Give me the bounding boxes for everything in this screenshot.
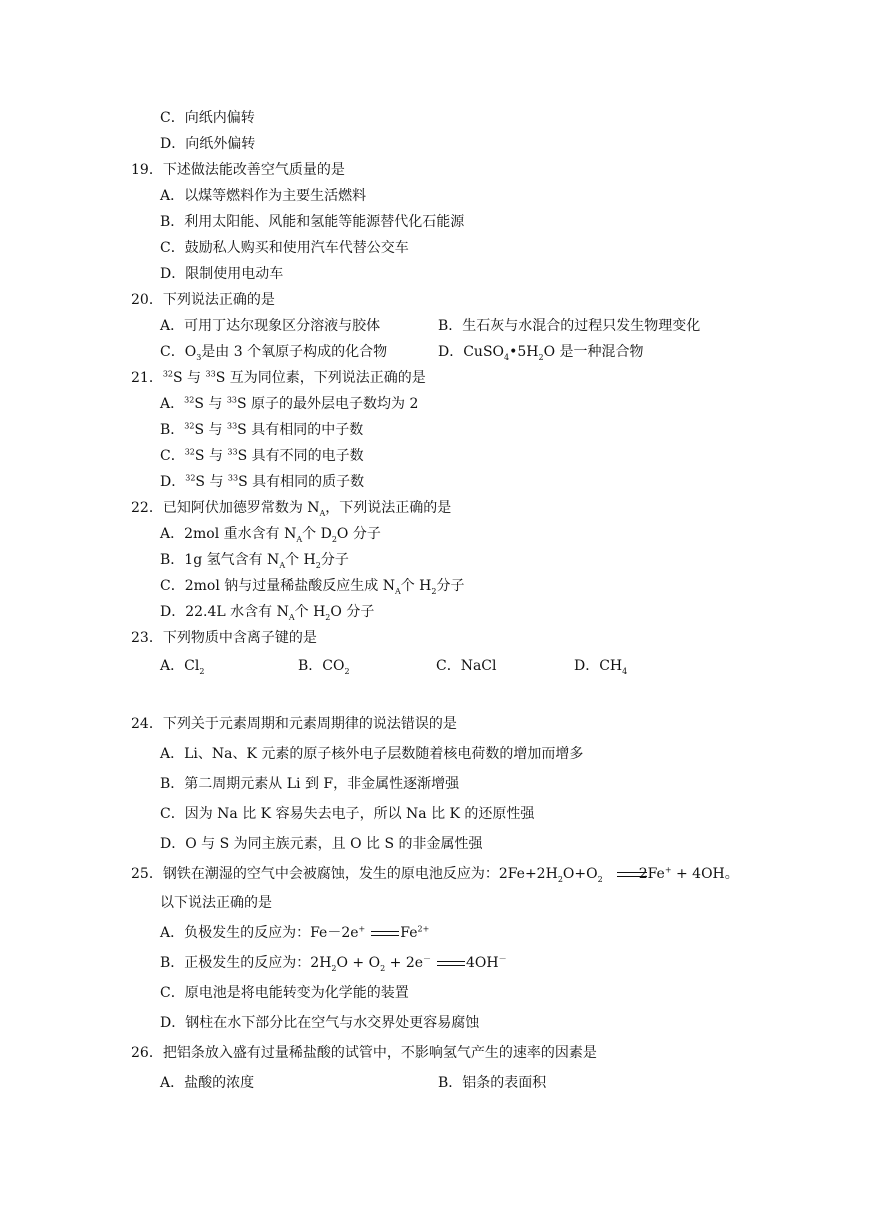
q19-option-c: C．鼓励私人购买和使用汽车代替公交车 bbox=[160, 240, 409, 256]
q23-option-d: D．$CH_4$ bbox=[574, 658, 628, 676]
q25-option-a: A．负极发生的反应为：Fe－2e+ $Fe^{2+}$ bbox=[160, 924, 430, 941]
q21-option-a: A．$^{32}$S 与 $^{33}$S 原子的最外层电子数均为 2 bbox=[160, 395, 419, 412]
q23-option-b: B．$CO_2$ bbox=[298, 658, 350, 676]
q22-stem: 22．已知阿伏加德罗常数为 $N_A$，下列说法正确的是 bbox=[131, 500, 452, 518]
q22-option-d: D．22.4L 水含有 $N_A$个 $H_2O$ 分子 bbox=[160, 604, 375, 622]
q19-option-a: A．以煤等燃料作为主要生活燃料 bbox=[160, 188, 367, 204]
q21-stem: 21．$^{32}$S 与 $^{33}$S 互为同位素，下列说法正确的是 bbox=[131, 369, 426, 386]
q18-option-d: D．向纸外偏转 bbox=[160, 136, 256, 152]
q19-option-b: B．利用太阳能、风能和氢能等能源替代化石能源 bbox=[160, 214, 465, 230]
q23-option-c: C．NaCl bbox=[436, 658, 497, 674]
q20-option-c: C．$O_3$是由 3 个氧原子构成的化合物 bbox=[160, 344, 388, 362]
q24-stem: 24．下列关于元素周期和元素周期律的说法错误的是 bbox=[131, 716, 457, 732]
q21-option-c: C．$^{32}$S 与 $^{33}$S 具有不同的电子数 bbox=[160, 447, 364, 464]
q23-stem: 23．下列物质中含离子键的是 bbox=[131, 630, 317, 646]
q18-option-c: C．向纸内偏转 bbox=[160, 110, 255, 126]
equals-sign-icon bbox=[371, 931, 399, 936]
q25-stem: 25．钢铁在潮湿的空气中会被腐蚀，发生的原电池反应为：$2Fe+2H_2O+O_2$ 2Fe+ + 4OH。 bbox=[131, 865, 739, 884]
q26-option-a: A．盐酸的浓度 bbox=[160, 1075, 255, 1091]
q25-stem-line2: 以下说法正确的是 bbox=[160, 895, 272, 911]
equals-sign-icon bbox=[437, 961, 465, 966]
q19-stem: 19．下述做法能改善空气质量的是 bbox=[131, 162, 345, 178]
q19-option-d: D．限制使用电动车 bbox=[160, 266, 284, 282]
q22-option-b: B．1g 氢气含有 $N_A$个 $H_2$分子 bbox=[160, 552, 349, 570]
q20-option-d: D．$CuSO_4•5H_2O$ 是一种混合物 bbox=[438, 344, 644, 362]
q26-option-b: B．铝条的表面积 bbox=[438, 1075, 547, 1091]
q22-option-c: C．2mol 钠与过量稀盐酸反应生成 $N_A$个 $H_2$分子 bbox=[160, 578, 465, 596]
q20-option-b: B．生石灰与水混合的过程只发生物理变化 bbox=[438, 318, 701, 334]
q24-option-d: D．O 与 S 为同主族元素，且 O 比 S 的非金属性强 bbox=[160, 836, 483, 852]
q26-stem: 26．把铝条放入盛有过量稀盐酸的试管中，不影响氢气产生的速率的因素是 bbox=[131, 1045, 597, 1061]
q25-option-b: B．正极发生的反应为：$2H_2O + O_2 + 2e^-$ 4OH－ bbox=[160, 954, 507, 973]
q23-option-a: A．$Cl_2$ bbox=[160, 658, 205, 676]
q25-option-c: C．原电池是将电能转变为化学能的装置 bbox=[160, 985, 409, 1001]
q24-option-c: C．因为 Na 比 K 容易失去电子，所以 Na 比 K 的还原性强 bbox=[160, 806, 535, 822]
q21-option-b: B．$^{32}$S 与 $^{33}$S 具有相同的中子数 bbox=[160, 421, 364, 438]
q22-option-a: A．2mol 重水含有 $N_A$个 $D_2O$ 分子 bbox=[160, 526, 381, 544]
q24-option-b: B．第二周期元素从 Li 到 F，非金属性逐渐增强 bbox=[160, 776, 460, 792]
q20-stem: 20．下列说法正确的是 bbox=[131, 292, 275, 308]
q25-option-d: D．钢柱在水下部分比在空气与水交界处更容易腐蚀 bbox=[160, 1015, 480, 1031]
q20-option-a: A．可用丁达尔现象区分溶液与胶体 bbox=[160, 318, 381, 334]
q24-option-a: A．Li、Na、K 元素的原子核外电子层数随着核电荷数的增加而增多 bbox=[160, 746, 584, 762]
q21-option-d: D．$^{32}$S 与 $^{33}$S 具有相同的质子数 bbox=[160, 473, 365, 490]
